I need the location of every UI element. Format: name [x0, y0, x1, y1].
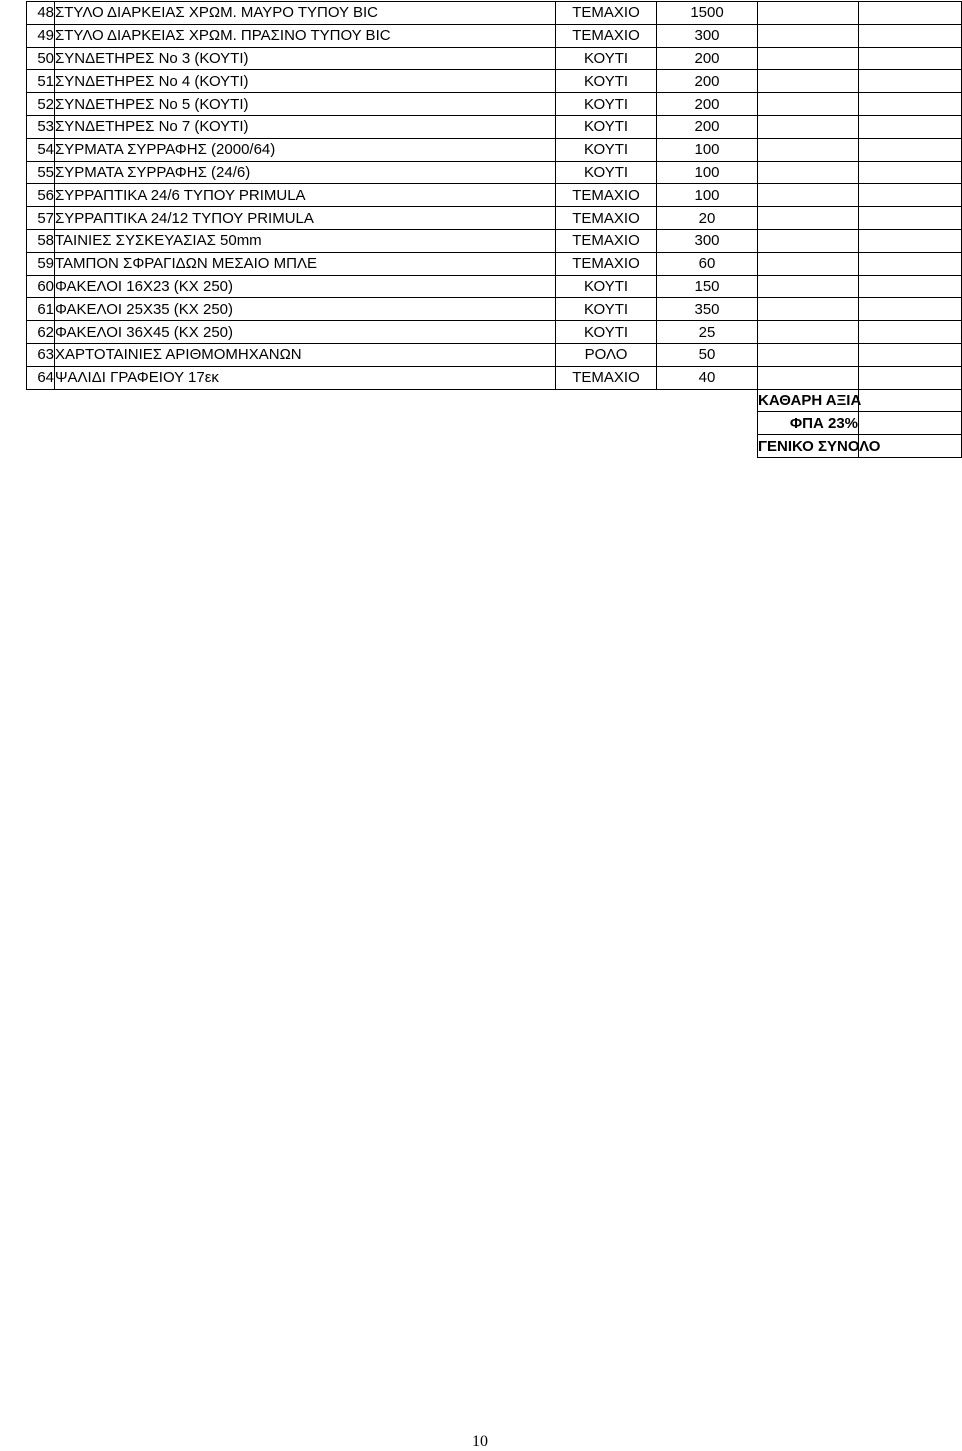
item-total [859, 343, 962, 366]
item-unit: ΚΟΥΤΙ [556, 298, 657, 321]
item-unit-price [758, 298, 859, 321]
item-unit: ΚΟΥΤΙ [556, 275, 657, 298]
item-unit: ΤΕΜΑΧΙΟ [556, 366, 657, 389]
item-description: ΣΥΡΜΑΤΑ ΣΥΡΡΑΦΗΣ (24/6) [55, 161, 556, 184]
item-total [859, 2, 962, 25]
item-total [859, 252, 962, 275]
summary-label: ΓΕΝΙΚΟ ΣΥΝΟΛΟ [758, 435, 859, 458]
table-row [27, 343, 962, 366]
item-description: ΦΑΚΕΛΟΙ 36Χ45 (ΚΧ 250) [55, 321, 556, 344]
item-quantity: 100 [657, 184, 758, 207]
page-number: 10 [472, 1433, 488, 1450]
item-unit-price [758, 184, 859, 207]
item-unit-price [758, 366, 859, 389]
item-unit: ΚΟΥΤΙ [556, 321, 657, 344]
item-number: 62 [27, 321, 55, 344]
item-description: ΣΥΡΜΑΤΑ ΣΥΡΡΑΦΗΣ (2000/64) [55, 138, 556, 161]
item-unit: ΤΕΜΑΧΙΟ [556, 229, 657, 252]
item-unit: ΚΟΥΤΙ [556, 115, 657, 138]
item-total [859, 298, 962, 321]
item-total [859, 275, 962, 298]
item-unit: ΚΟΥΤΙ [556, 138, 657, 161]
item-unit-price [758, 207, 859, 230]
table-row [27, 24, 962, 47]
summary-spacer [27, 435, 758, 458]
item-number: 61 [27, 298, 55, 321]
item-quantity: 300 [657, 24, 758, 47]
item-unit-price [758, 115, 859, 138]
table-row [27, 47, 962, 70]
item-number: 55 [27, 161, 55, 184]
item-unit-price [758, 47, 859, 70]
item-description: ΣΤΥΛΟ ΔΙΑΡΚΕΙΑΣ ΧΡΩΜ. ΠΡΑΣΙΝΟ ΤΥΠΟΥ BIC [55, 24, 556, 47]
table-row [27, 93, 962, 116]
items-table [26, 1, 962, 458]
item-unit-price [758, 229, 859, 252]
item-total [859, 115, 962, 138]
summary-value [859, 412, 962, 435]
item-number: 63 [27, 343, 55, 366]
summary-value [859, 389, 962, 412]
item-quantity: 40 [657, 366, 758, 389]
item-number: 56 [27, 184, 55, 207]
item-number: 51 [27, 70, 55, 93]
item-unit: ΡΟΛΟ [556, 343, 657, 366]
item-unit-price [758, 2, 859, 25]
item-description: ΦΑΚΕΛΟΙ 25Χ35 (ΚΧ 250) [55, 298, 556, 321]
item-total [859, 207, 962, 230]
item-quantity: 60 [657, 252, 758, 275]
item-total [859, 47, 962, 70]
item-number: 50 [27, 47, 55, 70]
item-unit-price [758, 138, 859, 161]
summary-label: ΚΑΘΑΡΗ ΑΞΙΑ [758, 389, 859, 412]
item-unit: ΚΟΥΤΙ [556, 161, 657, 184]
item-quantity: 25 [657, 321, 758, 344]
item-quantity: 350 [657, 298, 758, 321]
table-row [27, 2, 962, 25]
item-description: ΨΑΛΙΔΙ ΓΡΑΦΕΙΟΥ 17εκ [55, 366, 556, 389]
item-quantity: 200 [657, 115, 758, 138]
item-number: 59 [27, 252, 55, 275]
item-number: 54 [27, 138, 55, 161]
table-row [27, 252, 962, 275]
table-row [27, 207, 962, 230]
summary-spacer [27, 412, 758, 435]
summary-row [27, 389, 962, 412]
item-quantity: 100 [657, 161, 758, 184]
item-quantity: 150 [657, 275, 758, 298]
item-unit-price [758, 321, 859, 344]
item-total [859, 138, 962, 161]
item-total [859, 70, 962, 93]
summary-spacer [27, 389, 758, 412]
table-row [27, 229, 962, 252]
item-description: ΣΥΝΔΕΤΗΡΕΣ Νο 5 (ΚΟΥΤΙ) [55, 93, 556, 116]
item-unit-price [758, 343, 859, 366]
item-description: ΣΤΥΛΟ ΔΙΑΡΚΕΙΑΣ ΧΡΩΜ. ΜΑΥΡΟ ΤΥΠΟΥ BIC [55, 2, 556, 25]
item-number: 57 [27, 207, 55, 230]
item-total [859, 366, 962, 389]
item-total [859, 184, 962, 207]
item-description: ΣΥΝΔΕΤΗΡΕΣ Νο 7 (ΚΟΥΤΙ) [55, 115, 556, 138]
item-quantity: 200 [657, 70, 758, 93]
item-quantity: 100 [657, 138, 758, 161]
item-quantity: 200 [657, 47, 758, 70]
table-row [27, 70, 962, 93]
item-unit: ΤΕΜΑΧΙΟ [556, 207, 657, 230]
item-description: ΣΥΡΡΑΠΤΙΚΑ 24/12 ΤΥΠΟΥ PRIMULA [55, 207, 556, 230]
item-description: ΣΥΝΔΕΤΗΡΕΣ Νο 4 (ΚΟΥΤΙ) [55, 70, 556, 93]
item-quantity: 1500 [657, 2, 758, 25]
item-unit-price [758, 70, 859, 93]
item-total [859, 229, 962, 252]
item-unit: ΤΕΜΑΧΙΟ [556, 2, 657, 25]
item-quantity: 200 [657, 93, 758, 116]
table-row [27, 321, 962, 344]
item-number: 48 [27, 2, 55, 25]
item-description: ΣΥΡΡΑΠΤΙΚΑ 24/6 ΤΥΠΟΥ PRIMULA [55, 184, 556, 207]
item-description: ΦΑΚΕΛΟΙ 16Χ23 (ΚΧ 250) [55, 275, 556, 298]
item-description: ΤΑΜΠΟΝ ΣΦΡΑΓΙΔΩΝ ΜΕΣΑΙΟ ΜΠΛΕ [55, 252, 556, 275]
item-number: 49 [27, 24, 55, 47]
item-quantity: 50 [657, 343, 758, 366]
table-row [27, 366, 962, 389]
item-number: 60 [27, 275, 55, 298]
summary-row [27, 412, 962, 435]
item-description: ΤΑΙΝΙΕΣ ΣΥΣΚΕΥΑΣΙΑΣ 50mm [55, 229, 556, 252]
table-row [27, 275, 962, 298]
item-total [859, 24, 962, 47]
item-quantity: 300 [657, 229, 758, 252]
item-unit: ΤΕΜΑΧΙΟ [556, 24, 657, 47]
table-row [27, 161, 962, 184]
item-number: 58 [27, 229, 55, 252]
item-total [859, 321, 962, 344]
table-row [27, 184, 962, 207]
item-unit: ΚΟΥΤΙ [556, 47, 657, 70]
item-unit: ΤΕΜΑΧΙΟ [556, 184, 657, 207]
table-row [27, 115, 962, 138]
item-unit: ΚΟΥΤΙ [556, 70, 657, 93]
summary-label: ΦΠΑ 23% [758, 412, 859, 435]
summary-row [27, 435, 962, 458]
item-unit-price [758, 275, 859, 298]
item-unit-price [758, 93, 859, 116]
item-unit-price [758, 24, 859, 47]
item-unit-price [758, 252, 859, 275]
item-description: ΣΥΝΔΕΤΗΡΕΣ Νο 3 (ΚΟΥΤΙ) [55, 47, 556, 70]
item-unit-price [758, 161, 859, 184]
table-row [27, 138, 962, 161]
item-number: 53 [27, 115, 55, 138]
item-number: 64 [27, 366, 55, 389]
table-row [27, 298, 962, 321]
item-number: 52 [27, 93, 55, 116]
item-quantity: 20 [657, 207, 758, 230]
item-total [859, 161, 962, 184]
item-total [859, 93, 962, 116]
item-unit: ΚΟΥΤΙ [556, 93, 657, 116]
items-table-body [27, 2, 962, 458]
item-description: ΧΑΡΤΟΤΑΙΝΙΕΣ ΑΡΙΘΜΟΜΗΧΑΝΩΝ [55, 343, 556, 366]
item-unit: ΤΕΜΑΧΙΟ [556, 252, 657, 275]
